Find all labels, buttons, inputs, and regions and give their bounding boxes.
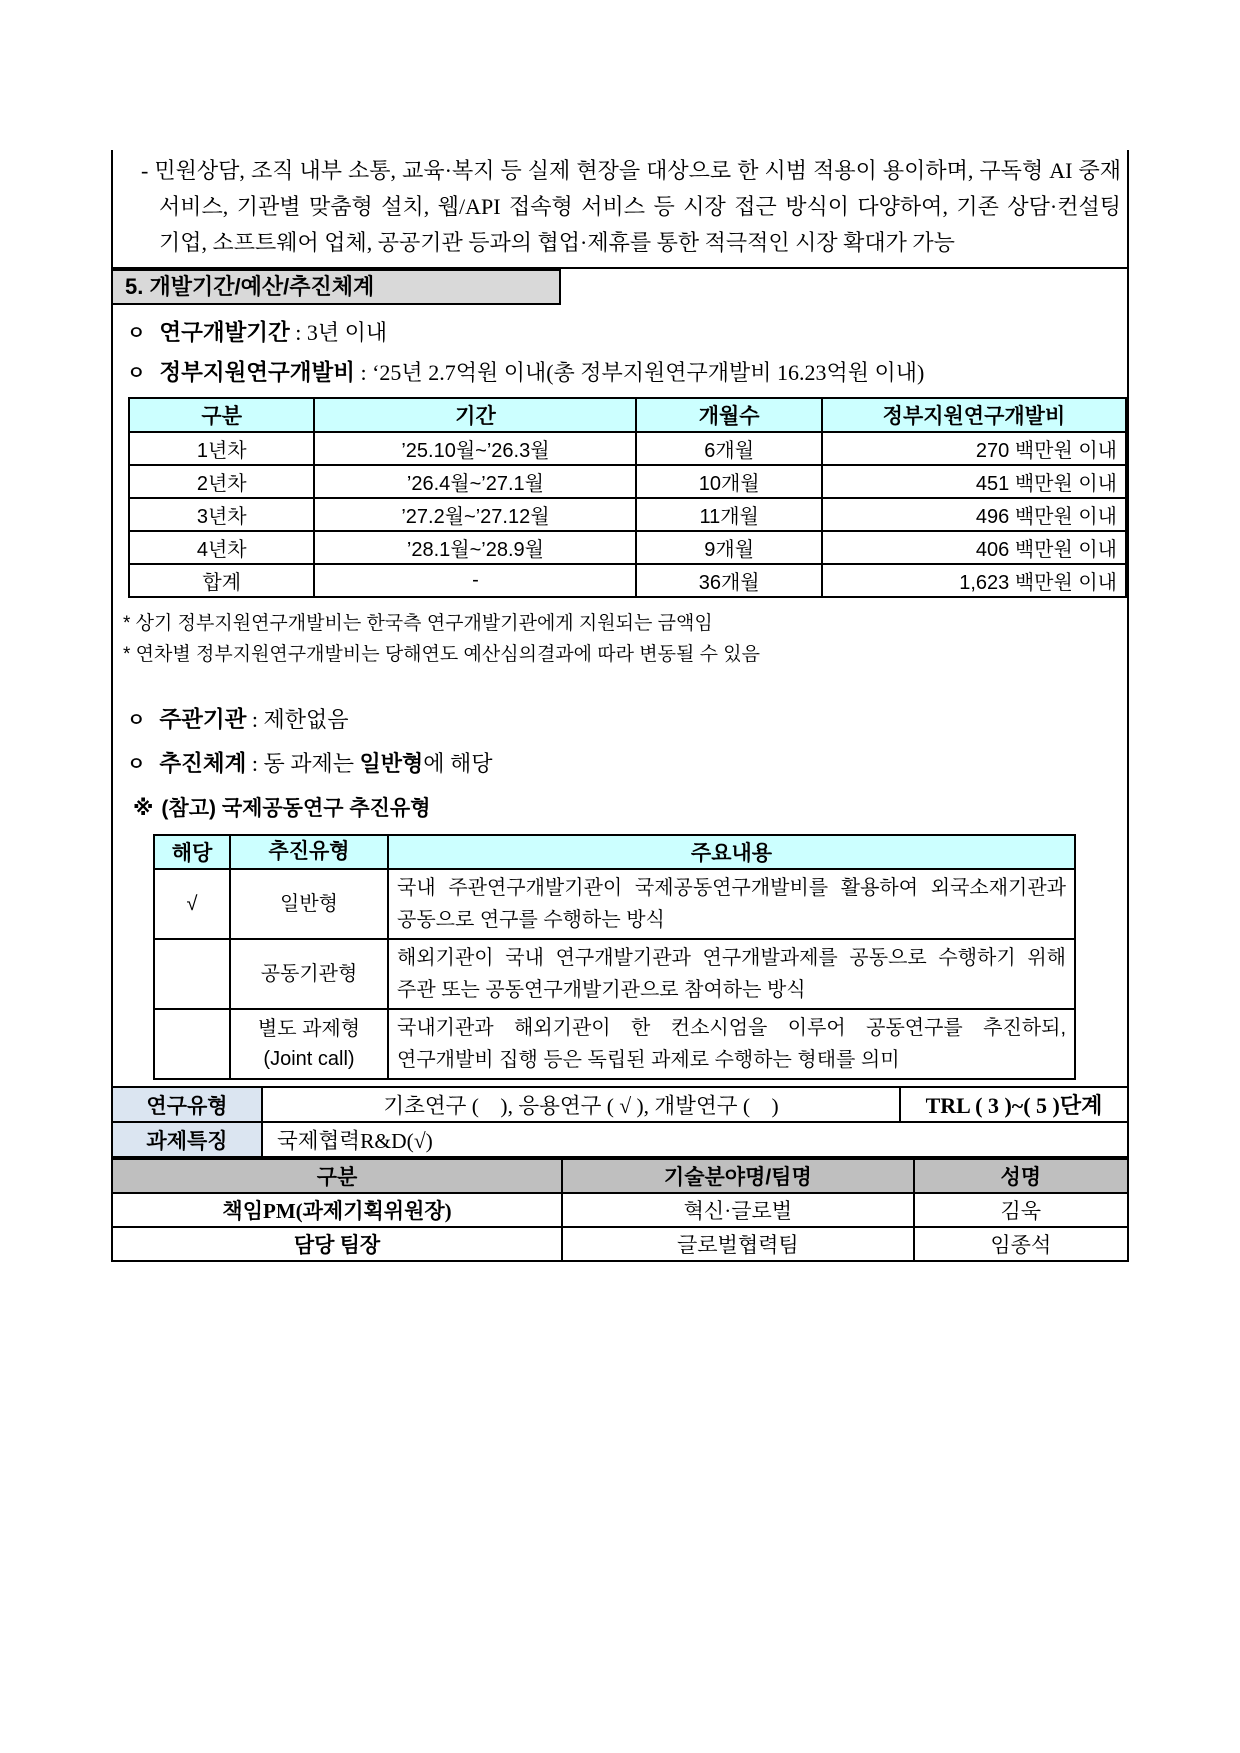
- type-table-header-row: [154, 835, 1075, 869]
- circle-bullet-icon: ㅇ: [127, 323, 146, 344]
- reference-note-label: (참고) 국제공동연구 추진유형: [161, 797, 431, 820]
- budget-header-amount: 정부지원연구개발비: [822, 398, 1126, 432]
- pm-header-gubun: 구분: [112, 1159, 562, 1193]
- research-type-row: [112, 1087, 1128, 1122]
- pm-table-row: [112, 1227, 1128, 1261]
- pm-field: 혁신·글로벌: [562, 1193, 914, 1227]
- pm-field: 글로벌협력팀: [562, 1227, 914, 1261]
- type-table-row: [154, 939, 1075, 1009]
- budget-cell-amount: 496 백만원 이내: [822, 498, 1126, 531]
- type-check-mark: [154, 939, 230, 1009]
- type-table-row: [154, 1009, 1075, 1079]
- footnote-line: * 상기 정부지원연구개발비는 한국측 연구개발기관에게 지원되는 금액임: [123, 613, 713, 634]
- host-org-value: 제한없음: [263, 707, 349, 732]
- pm-table-header-row: [112, 1159, 1128, 1193]
- budget-table-total-row: [129, 564, 1126, 597]
- circle-bullet-icon: ㅇ: [127, 754, 146, 775]
- budget-header-months: 개월수: [636, 398, 821, 432]
- budget-table-row: [129, 465, 1126, 498]
- gov-budget-value: ‘25년 2.7억원 이내(총 정부지원연구개발비 16.23억원 이내): [372, 360, 925, 385]
- type-name: 별도 과제형 (Joint call): [230, 1009, 388, 1079]
- type-header-type: 추진유형: [230, 835, 388, 869]
- type-description: 국내기관과 해외기관이 한 컨소시엄을 이루어 공동연구를 추진하되, 연구개발비 집행 등은 독립된 과제로 수행하는 형태를 의미: [388, 1009, 1075, 1079]
- type-table-row: [154, 869, 1075, 939]
- budget-cell-amount: 1,623 백만원 이내: [822, 564, 1126, 597]
- type-name: 일반형: [230, 869, 388, 939]
- footnotes: [123, 608, 1127, 670]
- type-header-description: 주요내용: [388, 835, 1075, 869]
- budget-cell-months: 11개월: [636, 498, 821, 531]
- colon-separator: :: [289, 320, 307, 345]
- budget-table-row: [129, 498, 1126, 531]
- budget-cell-period: -: [314, 564, 636, 597]
- type-name: 공동기관형: [230, 939, 388, 1009]
- host-org-line: [113, 702, 1127, 734]
- budget-header-period: 기간: [314, 398, 636, 432]
- reference-note: [113, 792, 1127, 822]
- document-body: [111, 150, 1129, 1262]
- budget-cell-amount: 406 백만원 이내: [822, 531, 1126, 564]
- colon-separator: :: [354, 360, 373, 385]
- type-description: 국내 주관연구개발기관이 국제공동연구개발비를 활용하여 외국소재기관과 공동으로 연구를 수행하는 방식: [388, 869, 1075, 939]
- budget-table-row: [129, 432, 1126, 465]
- rnd-period-label: 연구개발기간: [159, 320, 290, 345]
- dash-marker: -: [141, 158, 149, 183]
- task-feature-label: 과제특징: [112, 1122, 262, 1157]
- scheme-value-prefix: 동 과제는: [263, 751, 360, 776]
- scheme-value-suffix: 에 해당: [423, 751, 493, 776]
- budget-cell-year: 2년차: [129, 465, 314, 498]
- rnd-period-value: 3년 이내: [306, 320, 388, 345]
- budget-cell-amount: 270 백만원 이내: [822, 432, 1126, 465]
- research-type-table: [111, 1086, 1129, 1158]
- task-feature-row: [112, 1122, 1128, 1157]
- budget-cell-period: ’28.1월~’28.9월: [314, 531, 636, 564]
- pm-name: 임종석: [914, 1227, 1128, 1261]
- rnd-period-line: [113, 315, 1127, 347]
- pm-name: 김욱: [914, 1193, 1128, 1227]
- budget-cell-months: 9개월: [636, 531, 821, 564]
- circle-bullet-icon: ㅇ: [127, 363, 146, 384]
- budget-cell-period: ’27.2월~’27.12월: [314, 498, 636, 531]
- budget-cell-period: ’25.10월~’26.3월: [314, 432, 636, 465]
- footnote-line: * 연차별 정부지원연구개발비는 당해연도 예산심의결과에 따라 변동될 수 있음: [123, 644, 760, 665]
- research-type-value: 기초연구 ( ), 응용연구 ( √ ), 개발연구 ( ): [262, 1087, 900, 1122]
- gov-budget-label: 정부지원연구개발비: [159, 360, 355, 385]
- scheme-line: [113, 746, 1127, 778]
- budget-table-header-row: [129, 398, 1126, 432]
- research-type-label: 연구유형: [112, 1087, 262, 1122]
- scheme-label: 추진체계: [159, 751, 247, 776]
- gov-budget-line: [113, 355, 1127, 387]
- type-check-mark: √: [154, 869, 230, 939]
- budget-cell-months: 6개월: [636, 432, 821, 465]
- pm-header-field: 기술분야명/팀명: [562, 1159, 914, 1193]
- intro-paragraph: [141, 153, 1122, 261]
- budget-cell-year: 4년차: [129, 531, 314, 564]
- colon-separator: :: [246, 707, 264, 732]
- budget-cell-months: 10개월: [636, 465, 821, 498]
- type-description: 해외기관이 국내 연구개발기관과 연구개발과제를 공동으로 수행하기 위해 주관 또는 공동연구개발기관으로 참여하는 방식: [388, 939, 1075, 1009]
- budget-table-row: [129, 531, 1126, 564]
- budget-header-gubun: 구분: [129, 398, 314, 432]
- type-check-mark: [154, 1009, 230, 1079]
- circle-bullet-icon: ㅇ: [127, 710, 146, 731]
- type-header-applicable: 해당: [154, 835, 230, 869]
- budget-cell-year: 1년차: [129, 432, 314, 465]
- budget-cell-year: 합계: [129, 564, 314, 597]
- reference-mark-icon: ※: [133, 797, 154, 820]
- budget-cell-amount: 451 백만원 이내: [822, 465, 1126, 498]
- scheme-value-bold: 일반형: [359, 751, 424, 776]
- section-title: 5. 개발기간/예산/추진체계: [111, 269, 561, 305]
- pm-table-row: [112, 1193, 1128, 1227]
- joint-research-type-table: [153, 834, 1076, 1080]
- budget-cell-period: ’26.4월~’27.1월: [314, 465, 636, 498]
- budget-cell-year: 3년차: [129, 498, 314, 531]
- pm-header-name: 성명: [914, 1159, 1128, 1193]
- host-org-label: 주관기관: [159, 707, 247, 732]
- task-feature-value: 국제협력R&D(√): [262, 1122, 1128, 1157]
- budget-table: [128, 397, 1127, 598]
- trl-range: TRL ( 3 )~( 5 )단계: [900, 1087, 1128, 1122]
- section5-container: [111, 269, 1129, 1086]
- budget-cell-months: 36개월: [636, 564, 821, 597]
- intro-paragraph-box: [111, 150, 1129, 269]
- pm-role: 책임PM(과제기획위원장): [112, 1193, 562, 1227]
- pm-table: [111, 1158, 1129, 1262]
- pm-role: 담당 팀장: [112, 1227, 562, 1261]
- colon-separator: :: [246, 751, 264, 776]
- intro-text: 민원상담, 조직 내부 소통, 교육·복지 등 실제 현장을 대상으로 한 시범 적용이 용이하며, 구독형 AI 중재 서비스, 기관별 맞춤형 설치, 웹/API 접속형 서비스 등 시장 접근 방식이 다양하여, 기존 상담·컨설팅 기업, 소프트웨어 업체, 공공기관 등과의 협업·제휴를 통한 적극적인 시장 확대가 가능: [154, 158, 1122, 255]
